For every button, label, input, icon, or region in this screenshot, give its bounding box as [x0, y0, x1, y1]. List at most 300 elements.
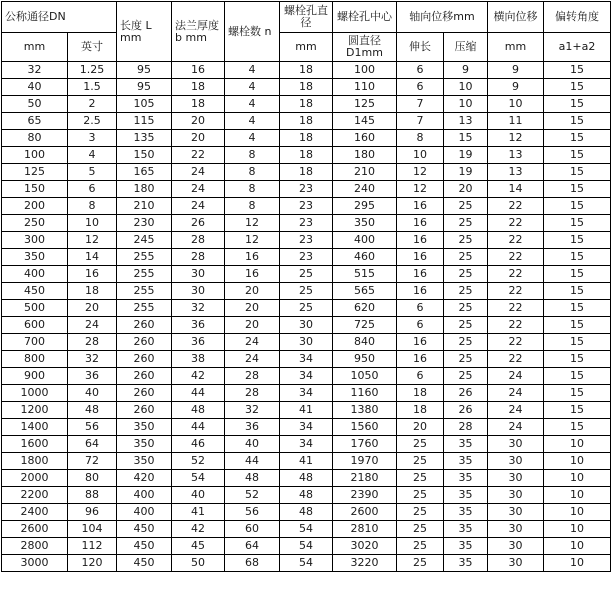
cell-dn-inch: 28 — [68, 334, 117, 351]
table-row — [2, 215, 611, 232]
table-row — [2, 113, 611, 130]
cell-dn-mm: 40 — [2, 79, 68, 96]
cell-lateral: 13 — [488, 164, 544, 181]
cell-bolt-hole-diameter: 34 — [280, 385, 333, 402]
cell-bolt-circle-diameter: 950 — [333, 351, 397, 368]
table-row — [2, 283, 611, 300]
cell-lateral: 22 — [488, 351, 544, 368]
cell-angle: 10 — [544, 521, 611, 538]
cell-dn-inch: 112 — [68, 538, 117, 555]
cell-bolt-hole-diameter: 48 — [280, 504, 333, 521]
cell-compression: 26 — [444, 385, 488, 402]
cell-lateral: 30 — [488, 453, 544, 470]
cell-dn-inch: 96 — [68, 504, 117, 521]
cell-bolt-count: 64 — [225, 538, 280, 555]
cell-bolt-hole-diameter: 34 — [280, 436, 333, 453]
cell-angle: 15 — [544, 351, 611, 368]
cell-lateral: 9 — [488, 62, 544, 79]
header-unit-inch: 英寸 — [68, 33, 117, 62]
cell-dn-inch: 1.25 — [68, 62, 117, 79]
cell-extension: 25 — [397, 555, 444, 572]
cell-length: 230 — [117, 215, 172, 232]
cell-dn-mm: 2000 — [2, 470, 68, 487]
cell-dn-inch: 2.5 — [68, 113, 117, 130]
cell-compression: 25 — [444, 232, 488, 249]
cell-bolt-hole-diameter: 54 — [280, 538, 333, 555]
cell-extension: 7 — [397, 113, 444, 130]
cell-extension: 16 — [397, 334, 444, 351]
cell-angle: 15 — [544, 300, 611, 317]
cell-flange-thickness: 28 — [172, 249, 225, 266]
cell-compression: 19 — [444, 164, 488, 181]
cell-dn-inch: 16 — [68, 266, 117, 283]
table-row — [2, 436, 611, 453]
header-deflection-angle: 偏转角度 — [544, 2, 611, 33]
cell-bolt-hole-diameter: 41 — [280, 402, 333, 419]
cell-dn-mm: 150 — [2, 181, 68, 198]
cell-compression: 20 — [444, 181, 488, 198]
cell-bolt-circle-diameter: 2390 — [333, 487, 397, 504]
header-bolt-count: 螺栓数 n — [225, 2, 280, 62]
cell-bolt-hole-diameter: 34 — [280, 368, 333, 385]
cell-lateral: 12 — [488, 130, 544, 147]
cell-dn-mm: 32 — [2, 62, 68, 79]
cell-lateral: 30 — [488, 487, 544, 504]
cell-extension: 25 — [397, 538, 444, 555]
cell-compression: 25 — [444, 249, 488, 266]
cell-flange-thickness: 36 — [172, 317, 225, 334]
cell-angle: 15 — [544, 266, 611, 283]
cell-length: 350 — [117, 453, 172, 470]
cell-compression: 35 — [444, 504, 488, 521]
cell-bolt-circle-diameter: 2180 — [333, 470, 397, 487]
cell-flange-thickness: 50 — [172, 555, 225, 572]
cell-dn-mm: 450 — [2, 283, 68, 300]
cell-lateral: 22 — [488, 317, 544, 334]
cell-dn-inch: 4 — [68, 147, 117, 164]
header-row-1 — [2, 2, 611, 33]
cell-compression: 35 — [444, 555, 488, 572]
cell-dn-mm: 80 — [2, 130, 68, 147]
cell-length: 115 — [117, 113, 172, 130]
cell-bolt-circle-diameter: 240 — [333, 181, 397, 198]
cell-angle: 15 — [544, 181, 611, 198]
cell-dn-mm: 2200 — [2, 487, 68, 504]
cell-bolt-count: 4 — [225, 62, 280, 79]
cell-dn-mm: 3000 — [2, 555, 68, 572]
cell-dn-mm: 1200 — [2, 402, 68, 419]
cell-bolt-count: 8 — [225, 181, 280, 198]
header-unit-mm: mm — [2, 33, 68, 62]
cell-length: 95 — [117, 79, 172, 96]
cell-dn-mm: 250 — [2, 215, 68, 232]
cell-flange-thickness: 30 — [172, 266, 225, 283]
cell-dn-inch: 20 — [68, 300, 117, 317]
cell-dn-inch: 12 — [68, 232, 117, 249]
cell-bolt-count: 44 — [225, 453, 280, 470]
cell-lateral: 30 — [488, 521, 544, 538]
cell-dn-inch: 5 — [68, 164, 117, 181]
table-row — [2, 538, 611, 555]
cell-length: 255 — [117, 300, 172, 317]
header-lateral-unit: mm — [488, 33, 544, 62]
cell-dn-mm: 100 — [2, 147, 68, 164]
cell-angle: 15 — [544, 368, 611, 385]
table-row — [2, 521, 611, 538]
cell-dn-mm: 500 — [2, 300, 68, 317]
cell-flange-thickness: 26 — [172, 215, 225, 232]
cell-compression: 25 — [444, 317, 488, 334]
cell-lateral: 30 — [488, 504, 544, 521]
cell-bolt-hole-diameter: 34 — [280, 351, 333, 368]
cell-bolt-hole-diameter: 23 — [280, 249, 333, 266]
cell-extension: 25 — [397, 487, 444, 504]
table-row — [2, 147, 611, 164]
header-axial-displacement: 轴向位移mm — [397, 2, 488, 33]
cell-extension: 6 — [397, 368, 444, 385]
cell-flange-thickness: 48 — [172, 402, 225, 419]
cell-dn-inch: 64 — [68, 436, 117, 453]
cell-flange-thickness: 20 — [172, 113, 225, 130]
cell-angle: 15 — [544, 147, 611, 164]
cell-dn-mm: 2800 — [2, 538, 68, 555]
table-row — [2, 62, 611, 79]
cell-bolt-hole-diameter: 23 — [280, 198, 333, 215]
cell-extension: 7 — [397, 96, 444, 113]
cell-dn-inch: 10 — [68, 215, 117, 232]
table-row — [2, 181, 611, 198]
cell-bolt-count: 32 — [225, 402, 280, 419]
cell-lateral: 30 — [488, 538, 544, 555]
cell-angle: 15 — [544, 113, 611, 130]
cell-dn-mm: 1800 — [2, 453, 68, 470]
cell-flange-thickness: 16 — [172, 62, 225, 79]
cell-dn-mm: 1000 — [2, 385, 68, 402]
header-dn: 公称通径DN — [2, 2, 117, 33]
cell-flange-thickness: 18 — [172, 79, 225, 96]
cell-bolt-count: 16 — [225, 249, 280, 266]
cell-angle: 15 — [544, 317, 611, 334]
cell-bolt-circle-diameter: 460 — [333, 249, 397, 266]
cell-angle: 15 — [544, 96, 611, 113]
cell-angle: 15 — [544, 215, 611, 232]
cell-extension: 10 — [397, 147, 444, 164]
cell-bolt-hole-diameter: 48 — [280, 487, 333, 504]
cell-dn-mm: 700 — [2, 334, 68, 351]
cell-compression: 25 — [444, 368, 488, 385]
cell-bolt-hole-diameter: 18 — [280, 113, 333, 130]
cell-bolt-circle-diameter: 2600 — [333, 504, 397, 521]
cell-dn-mm: 600 — [2, 317, 68, 334]
cell-extension: 8 — [397, 130, 444, 147]
cell-dn-inch: 32 — [68, 351, 117, 368]
cell-flange-thickness: 20 — [172, 130, 225, 147]
header-bolt-hole-diameter: 螺栓孔直径 — [280, 2, 333, 33]
header-extension: 伸长 — [397, 33, 444, 62]
cell-bolt-circle-diameter: 620 — [333, 300, 397, 317]
cell-length: 180 — [117, 181, 172, 198]
cell-lateral: 22 — [488, 283, 544, 300]
cell-lateral: 24 — [488, 385, 544, 402]
table-row — [2, 232, 611, 249]
cell-dn-inch: 2 — [68, 96, 117, 113]
cell-angle: 15 — [544, 164, 611, 181]
cell-bolt-circle-diameter: 350 — [333, 215, 397, 232]
cell-bolt-hole-diameter: 23 — [280, 181, 333, 198]
cell-flange-thickness: 32 — [172, 300, 225, 317]
cell-flange-thickness: 40 — [172, 487, 225, 504]
table-row — [2, 419, 611, 436]
cell-dn-mm: 1600 — [2, 436, 68, 453]
cell-bolt-circle-diameter: 1970 — [333, 453, 397, 470]
cell-bolt-hole-diameter: 25 — [280, 300, 333, 317]
cell-bolt-count: 40 — [225, 436, 280, 453]
cell-length: 105 — [117, 96, 172, 113]
header-compression: 压缩 — [444, 33, 488, 62]
cell-length: 450 — [117, 555, 172, 572]
cell-extension: 16 — [397, 215, 444, 232]
cell-flange-thickness: 52 — [172, 453, 225, 470]
cell-angle: 15 — [544, 232, 611, 249]
cell-flange-thickness: 44 — [172, 385, 225, 402]
table-row — [2, 334, 611, 351]
cell-angle: 15 — [544, 419, 611, 436]
cell-bolt-circle-diameter: 3220 — [333, 555, 397, 572]
cell-dn-inch: 18 — [68, 283, 117, 300]
cell-dn-mm: 1400 — [2, 419, 68, 436]
cell-bolt-hole-diameter: 54 — [280, 521, 333, 538]
cell-extension: 20 — [397, 419, 444, 436]
cell-bolt-count: 20 — [225, 317, 280, 334]
cell-angle: 10 — [544, 436, 611, 453]
cell-compression: 25 — [444, 300, 488, 317]
cell-compression: 13 — [444, 113, 488, 130]
cell-compression: 19 — [444, 147, 488, 164]
cell-bolt-hole-diameter: 23 — [280, 232, 333, 249]
cell-bolt-count: 60 — [225, 521, 280, 538]
cell-dn-inch: 104 — [68, 521, 117, 538]
table-row — [2, 164, 611, 181]
cell-dn-inch: 120 — [68, 555, 117, 572]
cell-lateral: 22 — [488, 266, 544, 283]
cell-flange-thickness: 24 — [172, 198, 225, 215]
cell-dn-mm: 900 — [2, 368, 68, 385]
cell-compression: 35 — [444, 487, 488, 504]
cell-angle: 15 — [544, 385, 611, 402]
cell-compression: 15 — [444, 130, 488, 147]
cell-bolt-circle-diameter: 725 — [333, 317, 397, 334]
cell-angle: 15 — [544, 249, 611, 266]
cell-length: 450 — [117, 521, 172, 538]
header-flange-thickness: 法兰厚度 b mm — [172, 2, 225, 62]
cell-compression: 25 — [444, 198, 488, 215]
cell-extension: 12 — [397, 164, 444, 181]
cell-bolt-hole-diameter: 18 — [280, 164, 333, 181]
cell-extension: 6 — [397, 317, 444, 334]
cell-extension: 16 — [397, 232, 444, 249]
cell-bolt-hole-diameter: 41 — [280, 453, 333, 470]
header-bolt-hole-unit: mm — [280, 33, 333, 62]
cell-length: 260 — [117, 334, 172, 351]
cell-length: 255 — [117, 283, 172, 300]
table-row — [2, 368, 611, 385]
cell-compression: 26 — [444, 402, 488, 419]
cell-dn-mm: 2600 — [2, 521, 68, 538]
cell-bolt-count: 4 — [225, 96, 280, 113]
cell-lateral: 22 — [488, 198, 544, 215]
cell-lateral: 22 — [488, 249, 544, 266]
cell-bolt-count: 8 — [225, 164, 280, 181]
cell-compression: 35 — [444, 453, 488, 470]
cell-extension: 18 — [397, 385, 444, 402]
cell-bolt-circle-diameter: 1160 — [333, 385, 397, 402]
cell-dn-inch: 72 — [68, 453, 117, 470]
cell-compression: 9 — [444, 62, 488, 79]
cell-length: 400 — [117, 487, 172, 504]
cell-lateral: 30 — [488, 436, 544, 453]
cell-bolt-count: 68 — [225, 555, 280, 572]
cell-lateral: 30 — [488, 555, 544, 572]
cell-dn-inch: 1.5 — [68, 79, 117, 96]
cell-dn-inch: 88 — [68, 487, 117, 504]
cell-lateral: 24 — [488, 402, 544, 419]
cell-dn-inch: 3 — [68, 130, 117, 147]
cell-bolt-count: 24 — [225, 334, 280, 351]
table-row — [2, 266, 611, 283]
cell-dn-mm: 800 — [2, 351, 68, 368]
table-row — [2, 402, 611, 419]
cell-bolt-circle-diameter: 100 — [333, 62, 397, 79]
cell-bolt-hole-diameter: 18 — [280, 96, 333, 113]
cell-bolt-hole-diameter: 18 — [280, 147, 333, 164]
cell-length: 95 — [117, 62, 172, 79]
cell-extension: 18 — [397, 402, 444, 419]
cell-lateral: 22 — [488, 334, 544, 351]
cell-length: 255 — [117, 266, 172, 283]
cell-flange-thickness: 22 — [172, 147, 225, 164]
cell-bolt-count: 36 — [225, 419, 280, 436]
cell-lateral: 9 — [488, 79, 544, 96]
cell-bolt-count: 8 — [225, 198, 280, 215]
cell-dn-inch: 8 — [68, 198, 117, 215]
cell-bolt-count: 4 — [225, 113, 280, 130]
cell-bolt-count: 20 — [225, 283, 280, 300]
cell-bolt-circle-diameter: 295 — [333, 198, 397, 215]
cell-dn-mm: 300 — [2, 232, 68, 249]
cell-dn-inch: 6 — [68, 181, 117, 198]
cell-flange-thickness: 30 — [172, 283, 225, 300]
header-circle-diameter: 圆直径D1mm — [333, 33, 397, 62]
cell-flange-thickness: 24 — [172, 164, 225, 181]
table-row — [2, 300, 611, 317]
cell-dn-inch: 56 — [68, 419, 117, 436]
cell-length: 450 — [117, 538, 172, 555]
cell-bolt-circle-diameter: 1050 — [333, 368, 397, 385]
cell-compression: 35 — [444, 521, 488, 538]
cell-flange-thickness: 18 — [172, 96, 225, 113]
cell-bolt-circle-diameter: 210 — [333, 164, 397, 181]
cell-length: 255 — [117, 249, 172, 266]
cell-dn-inch: 80 — [68, 470, 117, 487]
cell-bolt-circle-diameter: 145 — [333, 113, 397, 130]
cell-bolt-circle-diameter: 180 — [333, 147, 397, 164]
cell-extension: 25 — [397, 504, 444, 521]
cell-lateral: 24 — [488, 419, 544, 436]
cell-lateral: 13 — [488, 147, 544, 164]
cell-dn-inch: 36 — [68, 368, 117, 385]
table-row — [2, 504, 611, 521]
cell-angle: 10 — [544, 487, 611, 504]
table-row — [2, 249, 611, 266]
cell-dn-mm: 65 — [2, 113, 68, 130]
cell-bolt-hole-diameter: 25 — [280, 266, 333, 283]
cell-dn-mm: 200 — [2, 198, 68, 215]
cell-extension: 6 — [397, 62, 444, 79]
cell-angle: 10 — [544, 453, 611, 470]
table-row — [2, 470, 611, 487]
cell-extension: 12 — [397, 181, 444, 198]
cell-bolt-circle-diameter: 160 — [333, 130, 397, 147]
cell-length: 210 — [117, 198, 172, 215]
cell-compression: 25 — [444, 215, 488, 232]
cell-angle: 15 — [544, 79, 611, 96]
cell-dn-inch: 40 — [68, 385, 117, 402]
cell-bolt-count: 4 — [225, 130, 280, 147]
cell-bolt-hole-diameter: 48 — [280, 470, 333, 487]
cell-compression: 35 — [444, 538, 488, 555]
cell-bolt-circle-diameter: 125 — [333, 96, 397, 113]
cell-bolt-hole-diameter: 18 — [280, 62, 333, 79]
cell-flange-thickness: 46 — [172, 436, 225, 453]
cell-extension: 16 — [397, 249, 444, 266]
cell-bolt-count: 48 — [225, 470, 280, 487]
cell-bolt-circle-diameter: 1380 — [333, 402, 397, 419]
cell-compression: 35 — [444, 470, 488, 487]
cell-length: 150 — [117, 147, 172, 164]
cell-compression: 25 — [444, 266, 488, 283]
cell-lateral: 24 — [488, 368, 544, 385]
cell-compression: 35 — [444, 436, 488, 453]
cell-bolt-circle-diameter: 840 — [333, 334, 397, 351]
cell-extension: 16 — [397, 283, 444, 300]
table-row — [2, 317, 611, 334]
cell-bolt-circle-diameter: 1760 — [333, 436, 397, 453]
cell-extension: 16 — [397, 198, 444, 215]
cell-length: 245 — [117, 232, 172, 249]
cell-bolt-count: 12 — [225, 232, 280, 249]
cell-bolt-circle-diameter: 2810 — [333, 521, 397, 538]
table-row — [2, 96, 611, 113]
cell-dn-mm: 125 — [2, 164, 68, 181]
header-bolt-circle: 螺栓孔中心 — [333, 2, 397, 33]
cell-extension: 25 — [397, 436, 444, 453]
cell-compression: 25 — [444, 351, 488, 368]
cell-flange-thickness: 42 — [172, 521, 225, 538]
cell-bolt-count: 56 — [225, 504, 280, 521]
cell-flange-thickness: 41 — [172, 504, 225, 521]
cell-length: 260 — [117, 385, 172, 402]
cell-flange-thickness: 44 — [172, 419, 225, 436]
cell-bolt-hole-diameter: 30 — [280, 317, 333, 334]
cell-bolt-count: 12 — [225, 215, 280, 232]
cell-lateral: 22 — [488, 232, 544, 249]
cell-bolt-count: 28 — [225, 385, 280, 402]
cell-lateral: 30 — [488, 470, 544, 487]
cell-bolt-count: 8 — [225, 147, 280, 164]
cell-length: 420 — [117, 470, 172, 487]
cell-length: 350 — [117, 419, 172, 436]
cell-angle: 10 — [544, 504, 611, 521]
